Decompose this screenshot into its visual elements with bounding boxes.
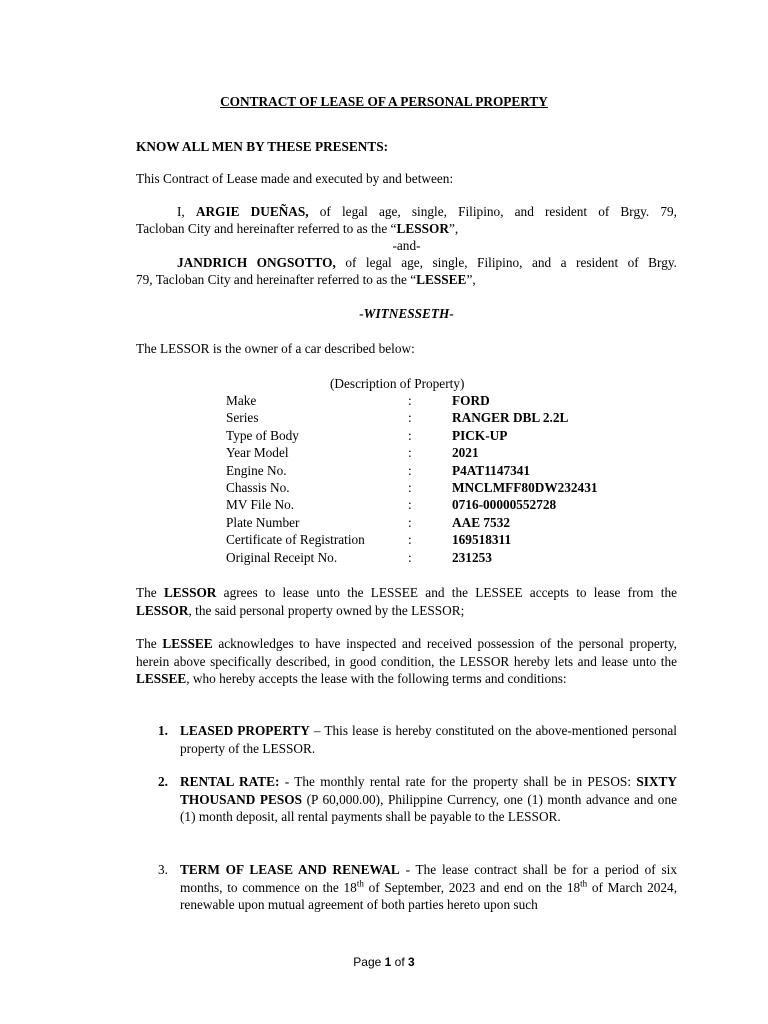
property-colon: : bbox=[408, 462, 412, 478]
property-row bbox=[226, 392, 598, 409]
lessee-party-line-2: 79, Tacloban City and hereinafter referred to as the “LESSEE”, bbox=[136, 272, 476, 287]
property-row bbox=[226, 479, 598, 496]
property-value: P4AT1147341 bbox=[452, 462, 531, 478]
property-colon: : bbox=[408, 549, 412, 565]
opening-heading: KNOW ALL MEN BY THESE PRESENTS: bbox=[136, 139, 389, 154]
property-colon: : bbox=[408, 393, 412, 408]
term-number: 2. bbox=[158, 774, 168, 789]
witnesseth-heading: -WITNESSETH- bbox=[359, 306, 454, 321]
property-colon: : bbox=[408, 427, 412, 443]
property-colon: : bbox=[408, 514, 412, 530]
property-label: Make bbox=[226, 393, 257, 408]
property-colon: : bbox=[408, 497, 412, 513]
lease-agreement-paragraph: The LESSOR agrees to lease unto the LESSEE and the LESSEE accepts to lease from the LESSOR, the said personal property owned by the LESSOR; bbox=[136, 585, 677, 618]
term-text: RENTAL RATE: - The monthly rental rate for the property shall be in PESOS: SIXTY THOUSAND PESOS (P 60,000.00), Philippine Currency, one (1) month advance and one (1) month deposit, all rental payments shall be payable to the LESSOR. bbox=[180, 774, 677, 824]
property-label: Chassis No. bbox=[226, 480, 290, 496]
property-value: 169518311 bbox=[452, 532, 512, 548]
property-label: Certificate of Registration bbox=[226, 532, 365, 548]
term-text: TERM OF LEASE AND RENEWAL - The lease contract shall be for a period of six months, to commence on the 18th of September, 2023 and end on the 18th of March 2024, renewable upon mutual agreement of both parties hereto upon such bbox=[180, 862, 678, 912]
property-label: Series bbox=[226, 410, 259, 426]
property-row bbox=[226, 409, 598, 426]
and-separator: -and- bbox=[392, 238, 421, 253]
property-label: Plate Number bbox=[226, 514, 300, 530]
property-colon: : bbox=[408, 480, 412, 496]
property-row bbox=[226, 462, 598, 479]
term-text: LEASED PROPERTY – This lease is hereby constituted on the above-mentioned personal property of the LESSOR. bbox=[180, 723, 678, 756]
intro-line: This Contract of Lease made and executed by and between: bbox=[136, 171, 454, 186]
property-row bbox=[226, 444, 598, 461]
acknowledgement-paragraph: The LESSEE acknowledges to have inspected and received possession of the personal property, herein above specifically described, in good condition, the LESSOR hereby lets and lease unto the LESSEE, who hereby accepts the lease with the following terms and conditions: bbox=[136, 636, 678, 686]
property-row bbox=[226, 514, 598, 531]
lessee-role: LESSEE bbox=[416, 272, 467, 287]
property-value: 2021 bbox=[452, 445, 479, 461]
term-item-rental-rate bbox=[158, 773, 677, 826]
property-caption: (Description of Property) bbox=[330, 376, 465, 391]
term-number: 3. bbox=[158, 862, 168, 877]
page-number-footer: Page 1 of 3 bbox=[353, 955, 415, 969]
property-value: RANGER DBL 2.2L bbox=[452, 410, 569, 426]
term-item-leased-property bbox=[158, 722, 677, 757]
property-colon: : bbox=[408, 445, 412, 461]
property-colon: : bbox=[408, 410, 412, 426]
document-title: CONTRACT OF LEASE OF A PERSONAL PROPERTY bbox=[220, 94, 548, 109]
property-colon: : bbox=[408, 532, 412, 548]
owner-statement: The LESSOR is the owner of a car described below: bbox=[136, 341, 415, 356]
property-row bbox=[226, 549, 598, 566]
lessor-party-line-2: Tacloban City and hereinafter referred to as the “LESSOR”, bbox=[136, 221, 459, 236]
property-value: AAE 7532 bbox=[452, 514, 510, 530]
property-value: 231253 bbox=[452, 549, 492, 565]
term-item-lease-renewal bbox=[158, 861, 677, 914]
term-number: 1. bbox=[158, 723, 168, 738]
lessee-party-line-1: JANDRICH ONGSOTTO, of legal age, single, Filipino, and a resident of Brgy. bbox=[177, 255, 677, 270]
lessee-name: JANDRICH ONGSOTTO, bbox=[177, 255, 336, 270]
property-row bbox=[226, 496, 598, 513]
property-value: MNCLMFF80DW232431 bbox=[452, 480, 598, 496]
property-value: PICK-UP bbox=[452, 427, 508, 443]
property-label: Year Model bbox=[226, 445, 289, 461]
property-label: MV File No. bbox=[226, 497, 295, 513]
property-label: Type of Body bbox=[226, 427, 299, 443]
property-description-table bbox=[226, 392, 598, 566]
property-label: Engine No. bbox=[226, 462, 287, 478]
lessor-name: ARGIE DUEÑAS, bbox=[195, 204, 309, 219]
property-value: FORD bbox=[452, 393, 490, 408]
property-value: 0716-00000552728 bbox=[452, 497, 557, 513]
property-label: Original Receipt No. bbox=[226, 549, 338, 565]
lessor-party-line-1: I, ARGIE DUEÑAS, of legal age, single, Filipino, and resident of Brgy. 79, bbox=[177, 204, 678, 219]
lessor-role: LESSOR bbox=[396, 221, 449, 236]
property-row bbox=[226, 531, 598, 548]
property-row bbox=[226, 427, 598, 444]
